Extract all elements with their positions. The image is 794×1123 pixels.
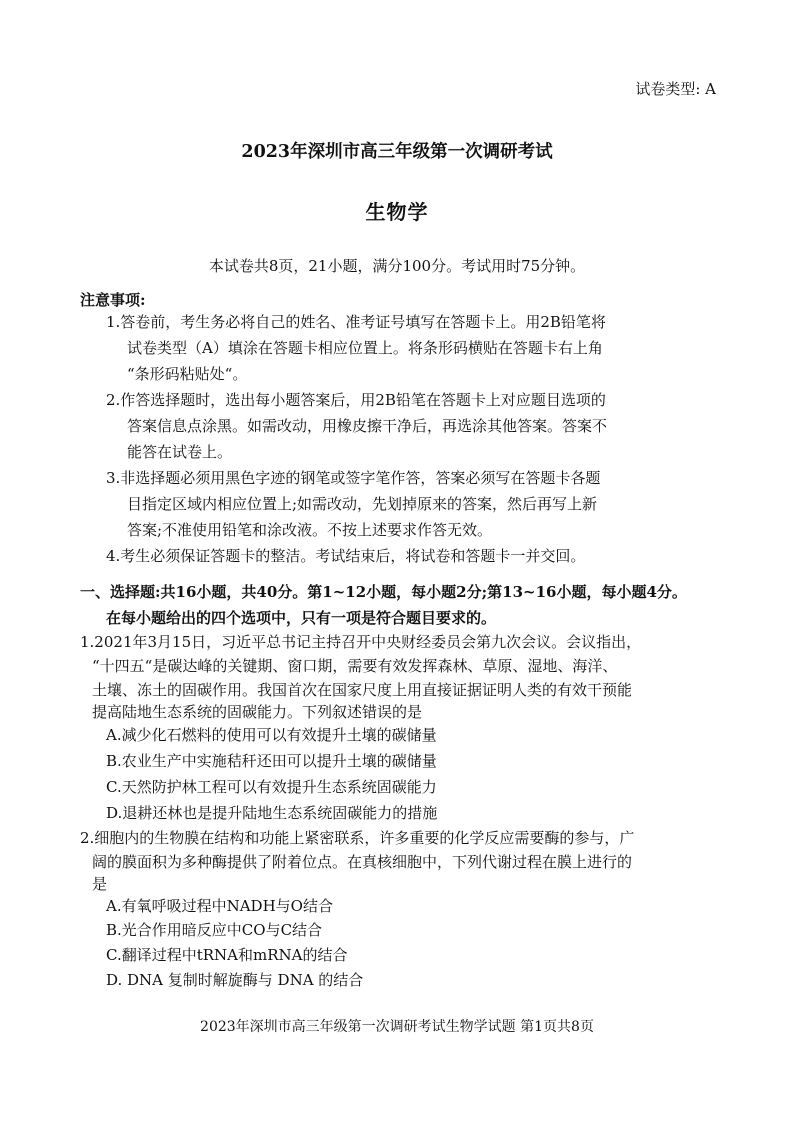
question-1-stem-line: 提高陆地生态系统的固碳能力。下列叙述错误的是 — [92, 703, 423, 721]
note-line: 答案信息点涂黑。如需改动，用橡皮擦干净后，再选涂其他答案。答案不 — [127, 417, 608, 435]
question-1-option-d: D.退耕还林也是提升陆地生态系统固碳能力的措施 — [106, 804, 438, 822]
exam-title: 2023年深圳市高三年级第一次调研考试 — [241, 142, 553, 162]
note-line: 目指定区域内相应位置上;如需改动，先划掉原来的答案，然后再写上新 — [127, 495, 598, 513]
paper-type-label: 试卷类型: A — [635, 80, 716, 98]
note-line: 1.答卷前，考生务必将自己的姓名、准考证号填写在答题卡上。用2B铅笔将 — [106, 313, 606, 331]
question-2-option-c: C.翻译过程中tRNA和mRNA的结合 — [106, 946, 348, 964]
question-1-option-b: B.农业生产中实施秸秆还田可以提升土壤的碳储量 — [106, 752, 437, 770]
question-2-stem-line: 2.细胞内的生物膜在结构和功能上紧密联系，许多重要的化学反应需要酶的参与，广 — [80, 829, 635, 847]
note-line: 试卷类型（A）填涂在答题卡相应位置上。将条形码横贴在答题卡右上角 — [127, 339, 603, 357]
note-line: 答案;不准使用铅笔和涂改液。不按上述要求作答无效。 — [127, 521, 493, 539]
note-line: “条形码粘贴处“。 — [127, 365, 248, 383]
section-instruction: 在每小题给出的四个选项中，只有一项是符合题目要求的。 — [106, 609, 497, 627]
question-1-option-a: A.减少化石燃料的使用可以有效提升土壤的碳储量 — [106, 726, 437, 744]
exam-intro: 本试卷共8页，21小题，满分100分。考试用时75分钟。 — [208, 257, 586, 275]
question-2-option-a: A.有氧呼吸过程中NADH与O结合 — [106, 897, 333, 915]
question-1-stem-line: “十四五“是碳达峰的关键期、窗口期，需要有效发挥森林、草原、湿地、海洋、 — [92, 657, 618, 675]
section-heading: 一、选择题:共16小题，共40分。第1~12小题，每小题2分;第13~16小题，每小题4分。 — [80, 583, 687, 601]
question-2-option-d: D. DNA 复制时解旋酶与 DNA 的结合 — [106, 971, 364, 989]
notes-heading: 注意事项: — [80, 291, 146, 309]
note-line: 4.考生必须保证答题卡的整洁。考试结束后，将试卷和答题卡一并交回。 — [106, 547, 586, 565]
question-1-stem-line: 土壤、冻土的固碳作用。我国首次在国家尺度上用直接证据证明人类的有效干预能 — [92, 681, 633, 699]
subject-title: 生物学 — [365, 200, 429, 224]
question-2-option-b: B.光合作用暗反应中CO与C结合 — [106, 921, 323, 939]
question-2-stem-line: 是 — [92, 875, 108, 893]
note-line: 3.非选择题必须用黑色字迹的钢笔或签字笔作答，答案必须写在答题卡各题 — [106, 469, 601, 487]
question-1-stem-line: 1.2021年3月15日，习近平总书记主持召开中央财经委员会第九次会议。会议指出， — [80, 633, 642, 651]
note-line: 能答在试卷上。 — [127, 443, 233, 461]
note-line: 2.作答选择题时，选出每小题答案后，用2B铅笔在答题卡上对应题目选项的 — [106, 391, 606, 409]
page-footer: 2023年深圳市高三年级第一次调研考试生物学试题 第1页共8页 — [200, 1019, 594, 1035]
question-1-option-c: C.天然防护林工程可以有效提升生态系统固碳能力 — [106, 778, 437, 796]
question-2-stem-line: 阔的膜面积为多种酶提供了附着位点。在真核细胞中，下列代谢过程在膜上进行的 — [92, 853, 633, 871]
